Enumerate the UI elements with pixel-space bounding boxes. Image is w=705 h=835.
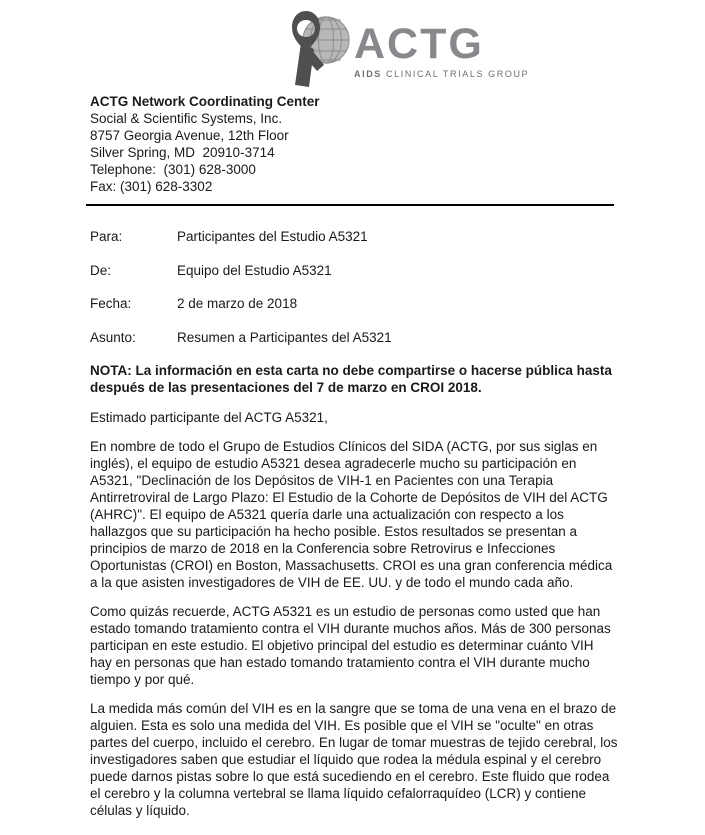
memo-label-asunto: Asunto: [90,329,136,345]
memo-header [90,228,618,346]
body-paragraph-2: Como quizás recuerde, ACTG A5321 es un estudio de personas como usted que han estado tomando tratamiento contra el VIH durante muchos años. Más de 300 personas participan en este estudio. El objetivo principal del estudio es determinar cuánto VIH hay en personas que han estado tomando tratamiento contra el VIH durante mucho tiempo y por qué. [90,604,615,687]
org-name: ACTG Network Coordinating Center [90,94,320,109]
address-line-telephone: Telephone: (301) 628-3000 [90,162,256,177]
body-paragraph-1: En nombre de todo el Grupo de Estudios Clínicos del SIDA (ACTG, por sus siglas en inglés), el equipo de estudio A5321 desea agradecerle mucho su participación en A5321, "Declinación de los Depósitos de VIH-1 en Pacientes con una Terapia Antirretroviral de Largo Plazo: El Estudio de la Cohorte de Depósitos de VIH del ACTG (AHRC)". El equipo de A5321 quería darle una actualización con respecto a los hallazgos que su participación ha hecho posible. Estos resultados se presentan a principios de marzo de 2018 en la Conferencia sobre Retrovirus e Infecciones Oportunistas (CROI) en Boston, Massachusetts. CROI es una gran conferencia médica a la que asisten investigadores de VIH de EE. UU. y de todo el mundo cada año. [90,439,617,590]
logo-tagline [354,69,529,79]
memo-label-para: Para: [90,229,123,244]
logo-acronym: ACTG [354,20,484,68]
actg-logo [292,10,529,90]
memo-label-fecha: Fecha: [90,296,132,311]
memo-value-de: Equipo del Estudio A5321 [177,262,332,278]
divider-rule [86,204,614,206]
memo-field-asunto [90,329,618,346]
salutation: Estimado participante del ACTG A5321, [90,410,328,425]
memo-field-fecha [90,295,618,312]
address-line-street: 8757 Georgia Avenue, 12th Floor [90,128,289,143]
body-paragraph-3: La medida más común del VIH es en la sangre que se toma de una vena en el brazo de alguien. Esta es solo una medida del VIH. Es posible que el VIH se "oculte" en otras partes del cuerpo, incluido el cerebro. En lugar de tomar muestras de tejido cerebral, los investigadores saben que estudiar el líquido que rodea la médula espinal y el cerebro puede darnos pistas sobre lo que está sucediendo en el cerebro. Este fluido que rodea el cerebro y la columna vertebral se llama líquido cefalorraquídeo (LCR) y contiene células y líquido. [90,701,622,818]
logo-text [354,20,530,79]
logo-tagline-rest: CLINICAL TRIALS GROUP [386,69,530,79]
ribbon-globe-icon [292,10,350,90]
memo-field-para [90,228,618,245]
confidentiality-note: NOTA: La información en esta carta no debe compartirse o hacerse pública hasta después de las presentaciones del 7 de marzo en CROI 2018. [90,363,612,395]
memo-value-fecha: 2 de marzo de 2018 [177,296,298,311]
memo-label-de: De: [90,262,112,278]
memo-value-para: Participantes del Estudio A5321 [177,229,368,244]
memo-field-de [90,262,618,279]
memo-value-asunto: Resumen a Participantes del A5321 [177,329,392,345]
address-line-company: Social & Scientific Systems, Inc. [90,111,283,126]
letter-content [90,93,622,819]
address-line-city: Silver Spring, MD 20910-3714 [90,145,275,160]
logo-tagline-aids: AIDS [354,69,382,79]
address-line-fax: Fax: (301) 628-3302 [90,179,213,194]
